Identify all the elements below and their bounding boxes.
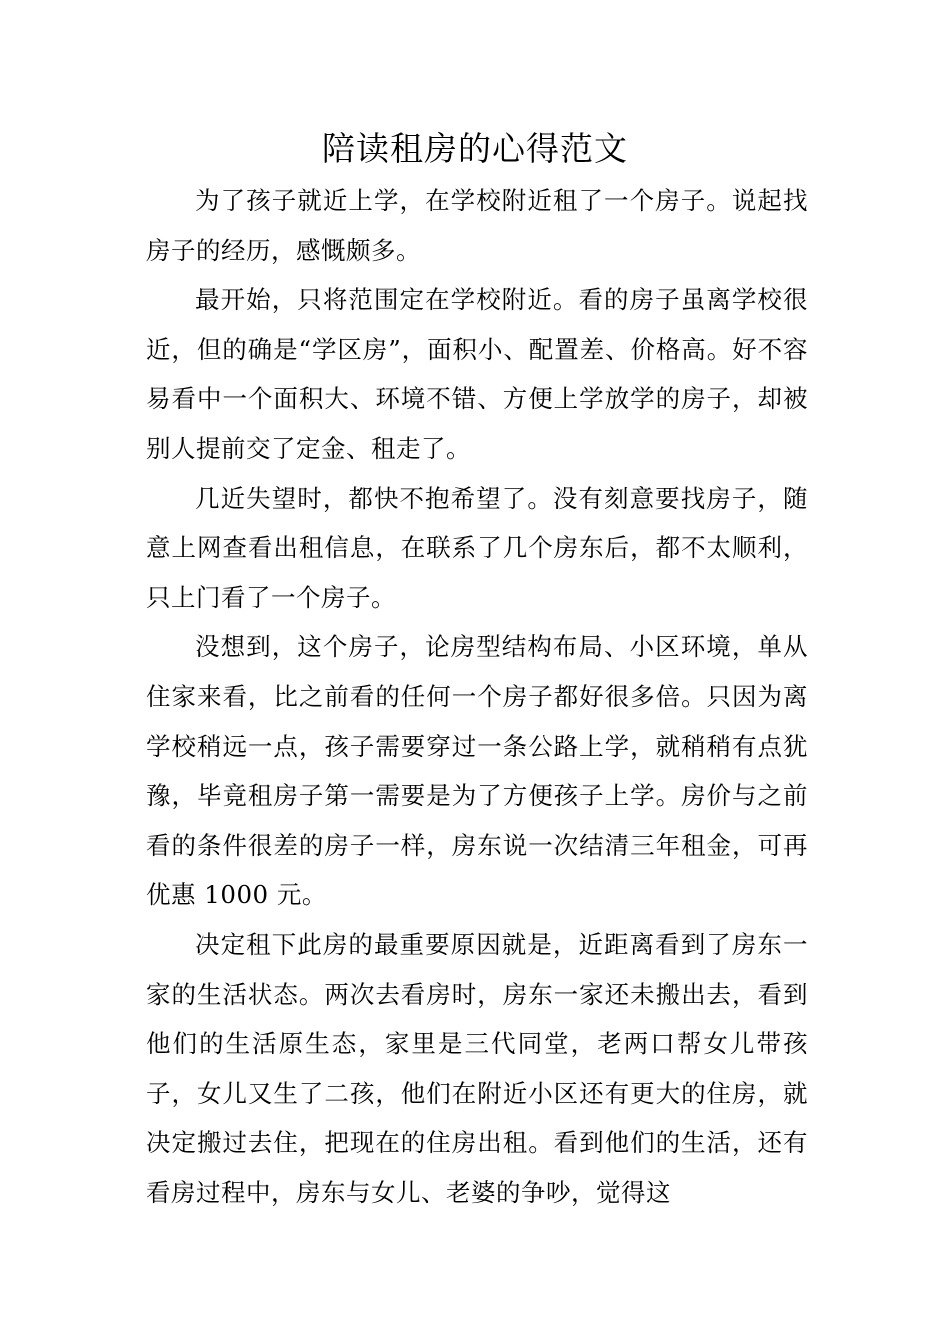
paragraph-4: 没想到，这个房子，论房型结构布局、小区环境，单从住家来看，比之前看的任何一个房子都好很多倍。只因为离学校稍远一点，孩子需要穿过一条公路上学，就稍稍有点犹豫，毕竟租房子第一需要是为了方便孩子上学。房价与之前看的条件很差的房子一样，房东说一次结清三年租金，可再优惠 1000 元。	[146, 632, 808, 910]
paragraph-3: 几近失望时，都快不抱希望了。没有刻意要找房子，随意上网查看出租信息，在联系了几个房东后，都不太顺利，只上门看了一个房子。	[146, 483, 808, 612]
document-title: 陪读租房的心得范文	[322, 129, 628, 168]
paragraph-2: 最开始，只将范围定在学校附近。看的房子虽离学校很近，但的确是“学区房”，面积小、配置差、价格高。好不容易看中一个面积大、环境不错、方便上学放学的房子，却被别人提前交了定金、租走了。	[146, 285, 808, 463]
paragraph-5: 决定租下此房的最重要原因就是，近距离看到了房东一家的生活状态。两次去看房时，房东一家还未搬出去，看到他们的生活原生态，家里是三代同堂，老两口帮女儿带孩子，女儿又生了二孩，他们在附近小区还有更大的住房，就决定搬过去住，把现在的住房出租。看到他们的生活，还有看房过程中，房东与女儿、老婆的争吵，觉得这	[146, 929, 808, 1207]
document-body	[146, 176, 808, 1217]
paragraph-1: 为了孩子就近上学，在学校附近租了一个房子。说起找房子的经历，感慨颇多。	[146, 186, 808, 265]
